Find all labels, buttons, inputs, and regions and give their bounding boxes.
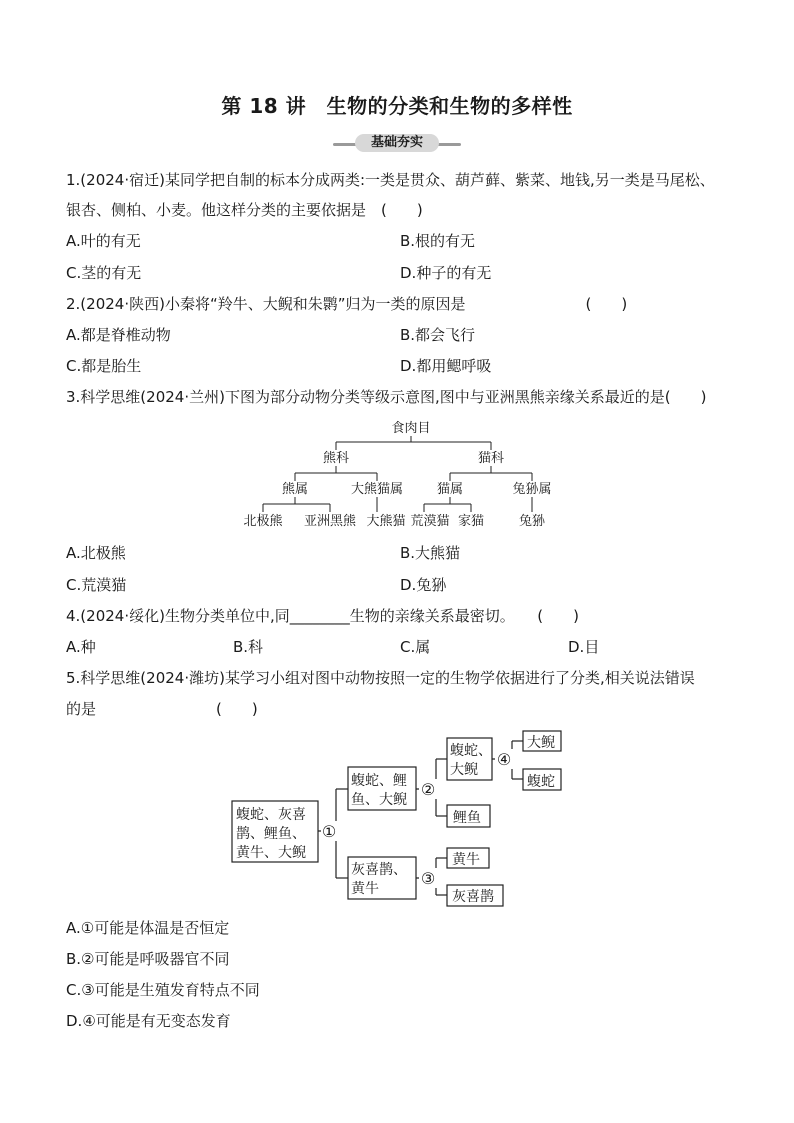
group-a1-line-2: 大鲵	[450, 762, 478, 778]
marker-4: ④	[496, 750, 512, 769]
question-1-text-cont: 银杏、侧柏、小麦。他这样分类的主要依据是 ( )	[66, 201, 423, 219]
tree-species-giant-panda: 大熊猫	[366, 514, 406, 529]
page-title: 第 18 讲 生物的分类和生物的多样性	[221, 94, 573, 118]
q1-option-d: D.种子的有无	[400, 264, 492, 282]
q3-option-b: B.大熊猫	[400, 544, 461, 562]
q5-option-a: A.①可能是体温是否恒定	[66, 919, 230, 937]
q4-option-a: A.种	[66, 638, 96, 656]
q2-option-b: B.都会飞行	[400, 326, 476, 344]
marker-2: ②	[420, 780, 436, 799]
tree-species-manul: 兔狲	[518, 514, 546, 529]
question-1-text: 1.(2024·宿迁)某同学把自制的标本分成两类:一类是贯众、葫芦藓、紫菜、地钱,另一类是马尾松、	[66, 171, 715, 189]
tree-species-polar-bear: 北极熊	[243, 514, 283, 529]
group-a-line-1: 蝮蛇、鲤	[351, 773, 407, 789]
question-2-text: 2.(2024·陕西)小秦将“羚牛、大鲵和朱鹮”归为一类的原因是 ( )	[66, 295, 628, 313]
q5-option-d: D.④可能是有无变态发育	[66, 1012, 231, 1030]
q1-option-b: B.根的有无	[400, 232, 476, 250]
q3-option-c: C.荒漠猫	[66, 576, 127, 594]
q3-option-a: A.北极熊	[66, 544, 126, 562]
group-b-line-2: 黄牛	[351, 881, 379, 897]
group-a-line-2: 鱼、大鲵	[351, 792, 407, 808]
tree-family-cat: 猫科	[477, 451, 505, 466]
tree-genus-otocolobus: 兔狲属	[512, 482, 552, 497]
q1-option-a: A.叶的有无	[66, 232, 141, 250]
q3-option-d: D.兔狲	[400, 576, 447, 594]
root-line-2: 鹊、鲤鱼、	[236, 826, 306, 842]
root-line-1: 蝮蛇、灰喜	[236, 807, 306, 823]
salamander-label: 大鲵	[527, 735, 555, 751]
tree-family-bear: 熊科	[322, 451, 350, 466]
tree-species-desert-cat: 荒漠猫	[410, 514, 450, 529]
q2-option-c: C.都是胎生	[66, 357, 142, 375]
group-a1-line-1: 蝮蛇、	[450, 743, 492, 759]
question-5-text: 5.科学思维(2024·潍坊)某学习小组对图中动物按照一定的生物学依据进行了分类,相关说法错误	[66, 669, 695, 687]
tree-genus-ursus: 熊属	[281, 482, 309, 497]
q5-option-b: B.②可能是呼吸器官不同	[66, 950, 230, 968]
q4-option-b: B.科	[233, 638, 264, 656]
magpie-label: 灰喜鹊	[452, 889, 494, 905]
viper-label: 蝮蛇	[527, 774, 555, 790]
marker-1: ①	[321, 822, 337, 841]
q4-option-d: D.目	[568, 638, 600, 656]
marker-3: ③	[420, 869, 436, 888]
cattle-label: 黄牛	[452, 852, 480, 868]
q2-option-d: D.都用鳃呼吸	[400, 357, 492, 375]
section-label: 基础夯实	[355, 134, 439, 152]
q4-option-c: C.属	[400, 638, 431, 656]
carp-label: 鲤鱼	[453, 810, 481, 826]
root-line-3: 黄牛、大鲵	[236, 845, 306, 861]
tree-genus-ailuropoda: 大熊猫属	[350, 482, 404, 497]
q5-option-c: C.③可能是生殖发育特点不同	[66, 981, 260, 999]
question-3-text: 3.科学思维(2024·兰州)下图为部分动物分类等级示意图,图中与亚洲黑熊亲缘关系最近的是( )	[66, 388, 707, 406]
tree-species-asian-black-bear: 亚洲黑熊	[303, 514, 357, 529]
tree-species-domestic-cat: 家猫	[457, 514, 485, 529]
tree-order-label: 食肉目	[391, 421, 431, 436]
q1-option-c: C.茎的有无	[66, 264, 142, 282]
q2-option-a: A.都是脊椎动物	[66, 326, 171, 344]
tree-genus-felis: 猫属	[436, 482, 464, 497]
question-5-text-cont: 的是 ( )	[66, 700, 258, 718]
group-b-line-1: 灰喜鹊、	[351, 862, 407, 878]
question-4-text: 4.(2024·绥化)生物分类单位中,同________生物的亲缘关系最密切。 ( )	[66, 607, 579, 625]
